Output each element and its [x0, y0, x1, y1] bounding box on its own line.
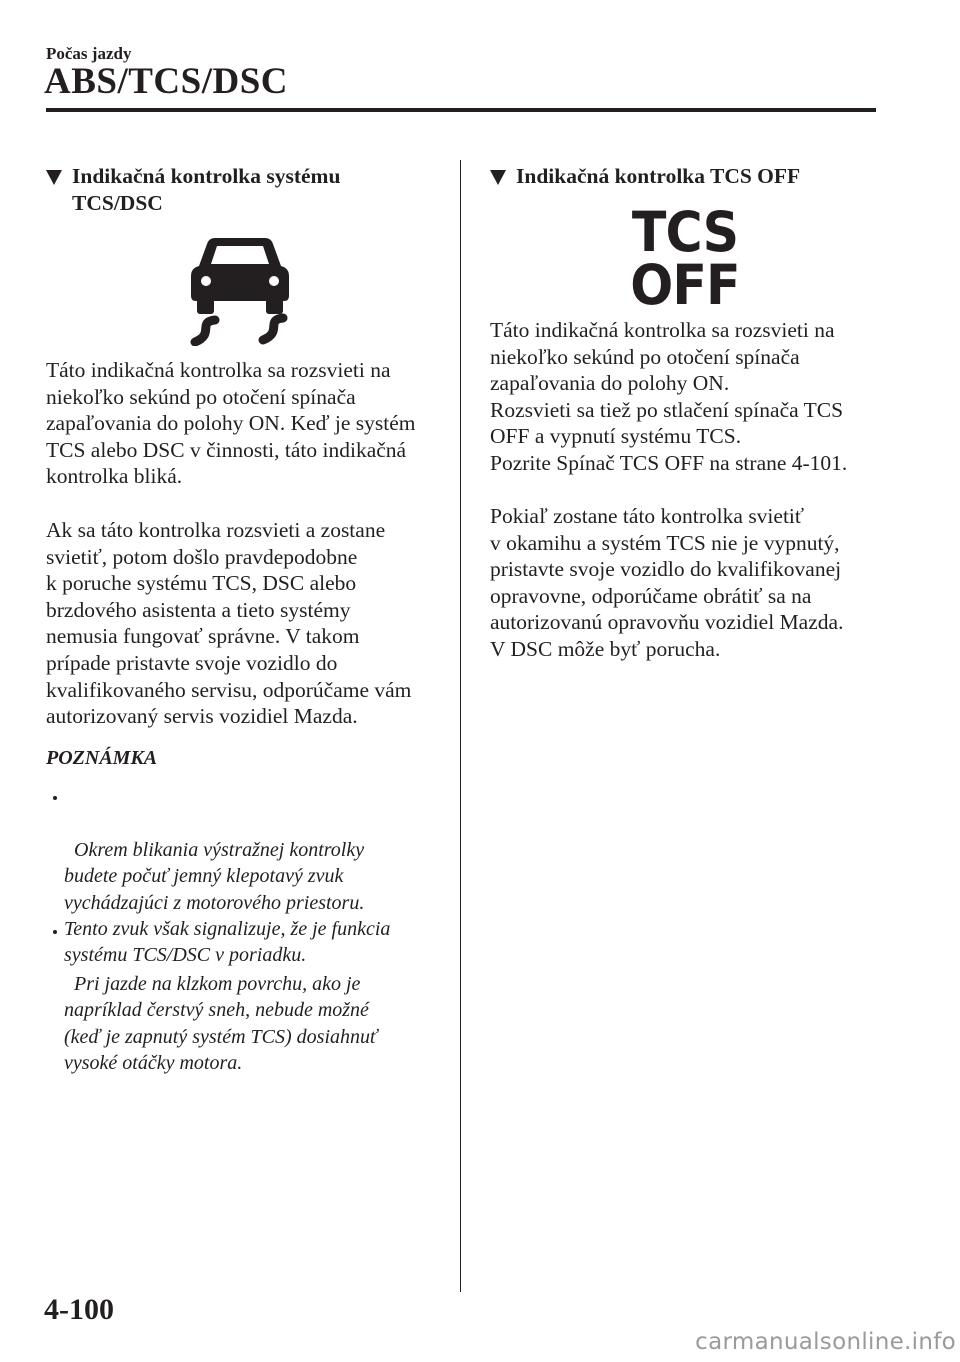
right-paragraph-1: Táto indikačná kontrolka sa rozsvieti na niekoľko sekúnd po otočení spínača zapaľovania do polohy ON. Rozsvieti sa tiež po stlačení spínača TCS OFF a vypnutí systému TCS. Pozrite Spínač TCS OFF na strane 4-101. [490, 318, 848, 475]
left-heading-line2: TCS/DSC [72, 191, 163, 215]
right-heading-text: Indikačná kontrolka TCS OFF [516, 164, 801, 188]
header-rule [46, 108, 876, 112]
tcs-off-indicator-icon [607, 200, 763, 317]
bullet-icon [53, 796, 57, 800]
section-label: Počas jazdy [46, 44, 132, 63]
triangle-marker-icon [46, 170, 62, 185]
slip-indicator-icon [185, 234, 295, 351]
triangle-marker-icon [490, 170, 506, 185]
right-paragraph-2: Pokiaľ zostane táto kontrolka svietiť v okamihu a systém TCS nie je vypnutý, pristavte svoje vozidlo do kvalifikovanej opravovne, odporúčame obrátiť sa na autorizovanú opravovňu vozidiel Mazda. V DSC môže byť porucha. [490, 504, 844, 661]
left-heading [46, 163, 446, 217]
note-label: POZNÁMKA [46, 747, 158, 769]
note-item-2 [64, 918, 377, 1076]
left-paragraph-2: Ak sa táto kontrolka rozsvieti a zostane svietiť, potom došlo pravdepodobne k poruche systému TCS, DSC alebo brzdového asistenta a tieto systémy nemusia fungovať správne. V takom prípade pristavte svoje vozidlo do kvalifikovaného servisu, odporúčame vám autorizovaný servis vozidiel Mazda. [46, 518, 412, 729]
bullet-icon [53, 930, 57, 934]
note-item-1-text: Okrem blikania výstražnej kontrolky budete počuť jemný klepotavý zvuk vychádzajúci z motorového priestoru. Tento zvuk však signalizuje, že je funkcia systému TCS/DSC v poriadku. [64, 838, 391, 967]
note-item-2-text: Pri jazde na klzkom povrchu, ako je napríklad čerstvý sneh, nebude možné (keď je zapnutý systém TCS) dosiahnuť vysoké otáčky motora. [64, 972, 378, 1075]
watermark: carmanualsonline.info [695, 1329, 956, 1355]
right-heading [490, 163, 890, 190]
page-number: 4-100 [44, 1293, 114, 1326]
left-paragraph-1: Táto indikačná kontrolka sa rozsvieti na niekoľko sekúnd po otočení spínača zapaľovania do polohy ON. Keď je systém TCS alebo DSC v činnosti, táto indikačná kontrolka bliká. [46, 358, 416, 489]
left-heading-line1: Indikačná kontrolka systému [72, 164, 341, 188]
tcs-off-icon-line1: TCS [631, 200, 739, 264]
column-divider [460, 160, 461, 1292]
tcs-off-icon-line2: OFF [630, 253, 740, 317]
chapter-title: ABS/TCS/DSC [44, 61, 289, 102]
